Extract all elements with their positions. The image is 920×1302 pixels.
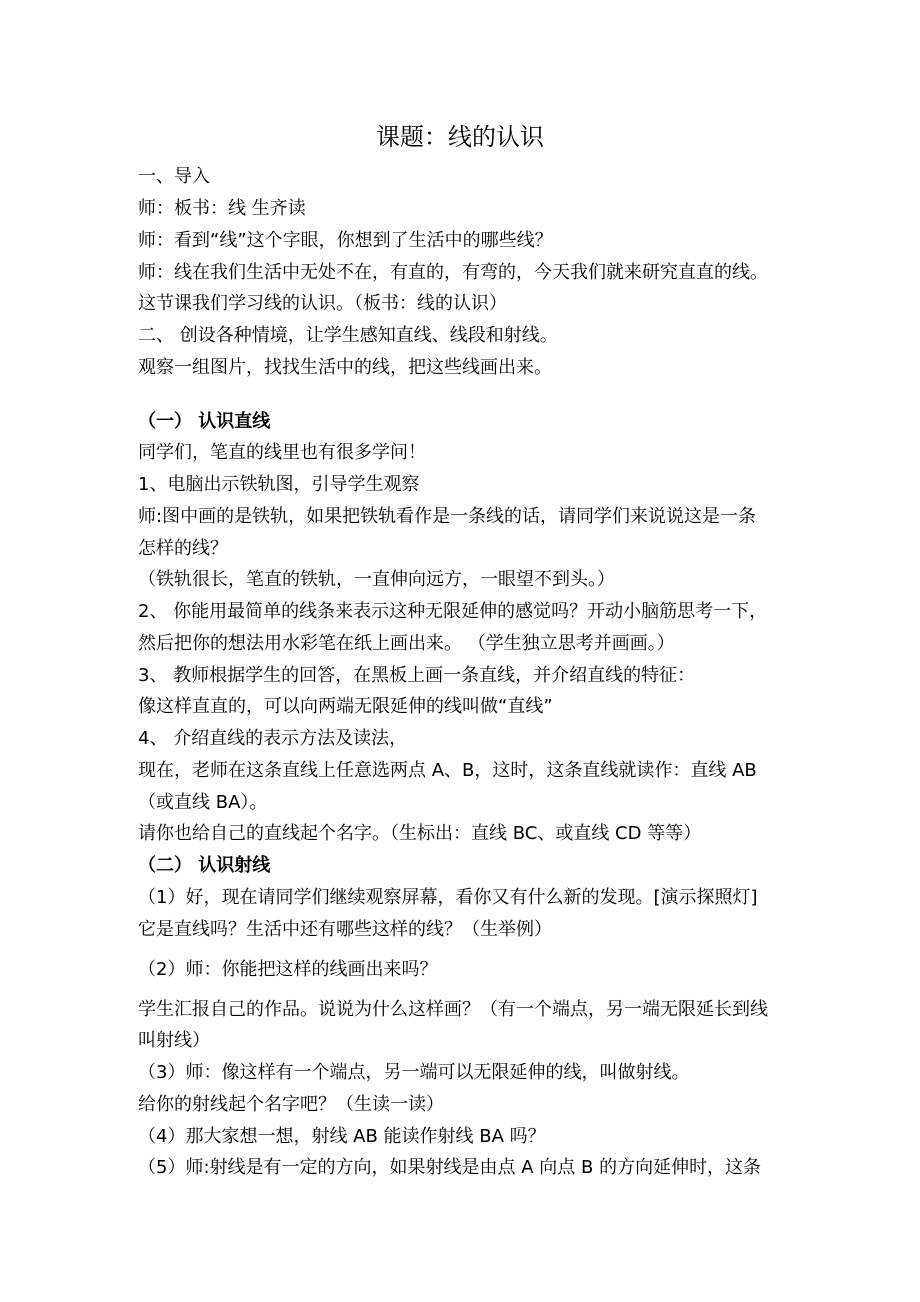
text-line: 4、 介绍直线的表示方法及读法， xyxy=(138,728,408,749)
text-line: 怎样的线？ xyxy=(138,538,228,559)
text-line: 师：线在我们生活中无处不在，有直的，有弯的，今天我们就来研究直直的线。 xyxy=(138,262,768,283)
text-line: （铁轨很长，笔直的铁轨，一直伸向远方，一眼望不到头。） xyxy=(138,569,615,590)
text-line: （5）师:射线是有一定的方向，如果射线是由点 A 向点 B 的方向延伸时，这条 xyxy=(138,1157,762,1178)
text-line: 叫射线） xyxy=(138,1030,210,1051)
text-line: 1、电脑出示铁轨图，引导学生观察 xyxy=(138,474,420,495)
text-line: 师：看到“线”这个字眼，你想到了生活中的哪些线？ xyxy=(138,230,553,251)
text-line: 师:图中画的是铁轨，如果把铁轨看作是一条线的话，请同学们来说说这是一条 xyxy=(138,506,757,527)
text-line: （1）好，现在请同学们继续观察屏幕，看你又有什么新的发现。[演示探照灯] xyxy=(138,887,758,908)
section-intro-heading: 一、导入 xyxy=(138,166,210,187)
section-scenario-heading: 二、 创设各种情境，让学生感知直线、线段和射线。 xyxy=(138,325,558,346)
text-line: 观察一组图片，找找生活中的线，把这些线画出来。 xyxy=(138,357,552,378)
subsection-ray-heading: （二） 认识射线 xyxy=(138,855,271,876)
text-line: 请你也给自己的直线起个名字。（生标出：直线 BC、或直线 CD 等等） xyxy=(138,823,702,844)
text-line: 学生汇报自己的作品。说说为什么这样画？（有一个端点，另一端无限延长到线 xyxy=(138,999,768,1020)
text-line: 给你的射线起个名字吧？（生读一读） xyxy=(138,1094,444,1115)
text-line: 现在，老师在这条直线上任意选两点 A、B，这时，这条直线就读作：直线 AB xyxy=(138,760,757,781)
text-line: （4）那大家想一想，射线 AB 能读作射线 BA 吗？ xyxy=(138,1126,546,1147)
text-line: 同学们，笔直的线里也有很多学问！ xyxy=(138,442,426,463)
text-line: 它是直线吗？生活中还有哪些这样的线？（生举例） xyxy=(138,919,552,940)
text-line: 3、 教师根据学生的回答，在黑板上画一条直线，并介绍直线的特征： xyxy=(138,665,696,686)
subsection-straight-line-heading: （一） 认识直线 xyxy=(138,411,271,432)
text-line: 2、 你能用最简单的线条来表示这种无限延伸的感觉吗？开动小脑筋思考一下， xyxy=(138,601,768,622)
text-line: 然后把你的想法用水彩笔在纸上画出来。 （学生独立思考并画画。） xyxy=(138,633,675,654)
text-line: （或直线 BA）。 xyxy=(138,792,268,813)
document-title: 课题：线的认识 xyxy=(376,123,544,151)
text-line: 师：板书：线 生齐读 xyxy=(138,198,306,219)
text-line: 像这样直直的，可以向两端无限延伸的线叫做“直线” xyxy=(138,696,553,717)
text-line: （3）师：像这样有一个端点，另一端可以无限延伸的线，叫做射线。 xyxy=(138,1062,690,1083)
text-line: 这节课我们学习线的认识。（板书：线的认识） xyxy=(138,293,507,314)
text-line: （2）师：你能把这样的线画出来吗？ xyxy=(138,959,438,980)
